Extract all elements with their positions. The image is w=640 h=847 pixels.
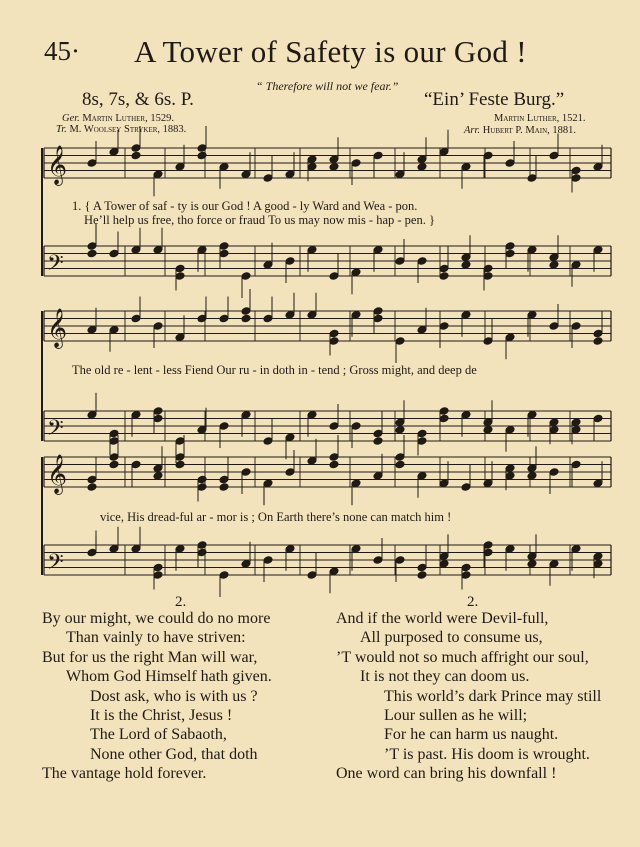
verse-left: [42, 609, 272, 784]
lyrics-line-1: 1. { A Tower of saf - ty is our God ! A good - ly Ward and Wea - pon.: [72, 199, 418, 213]
verse-line: By our might, we could do no more: [42, 610, 271, 627]
translator-credit-english: Tr. M. Woolsey Stryker, 1883.: [56, 124, 187, 135]
note-head: [197, 151, 207, 160]
verse-line: None other God, that doth: [90, 745, 258, 763]
verse-line: It is not they can doom us.: [360, 668, 530, 686]
clef-icon: 𝄢: [47, 416, 64, 446]
note-head: [395, 460, 405, 469]
note-head: [439, 272, 449, 281]
clef-icon: 𝄞: [47, 308, 68, 348]
lyrics-line-3: The old re - lent - less Fiend Our ru - in doth in - tend ; Gross might, and deep de: [72, 363, 477, 377]
note-head: [153, 471, 163, 480]
note-head: [417, 162, 427, 171]
tune-name: “Ein’ Feste Burg.”: [424, 89, 565, 110]
epigraph: “ Therefore will not we fear.”: [256, 79, 399, 93]
note-head: [373, 437, 383, 446]
verse-line: It is the Christ, Jesus !: [90, 707, 233, 725]
note-head: [87, 483, 97, 492]
arranger-credit: Arr. Hubert P. Main, 1881.: [464, 125, 576, 136]
hymn-title: A Tower of Safety is our God !: [134, 34, 527, 69]
verse-right: [336, 609, 601, 784]
clef-icon: 𝄞: [47, 145, 68, 185]
clef-icon: 𝄢: [47, 251, 64, 281]
note-head: [417, 571, 427, 580]
note-head: [109, 460, 119, 469]
note-head: [461, 260, 471, 269]
note-head: [329, 460, 339, 469]
note-head: [241, 314, 251, 323]
verse-number-left: 2.: [175, 594, 187, 610]
note-head: [329, 162, 339, 171]
verse-line: The vantage hold forever.: [42, 765, 207, 783]
meter-label: 8s, 7s, & 6s. P.: [82, 89, 194, 110]
verse-line: All purposed to consume us,: [360, 629, 543, 647]
note-head: [395, 425, 405, 434]
verse-line: The Lord of Sabaoth,: [90, 726, 227, 744]
verse-line: But for us the right Man will war,: [42, 648, 258, 666]
verse-line: One word can bring his downfall !: [336, 765, 557, 783]
verse-line: This world’s dark Prince may still: [384, 687, 602, 705]
clef-icon: 𝄢: [47, 550, 64, 580]
note-head: [87, 249, 97, 258]
verse-number-right: 2.: [467, 594, 479, 610]
lyrics-line-2: He’ll help us free, tho force or fraud To us may now mis - hap - pen. }: [84, 213, 435, 227]
verse-line: ’T is past. His doom is wrought.: [384, 745, 590, 763]
note-head: [439, 559, 449, 568]
note-head: [483, 425, 493, 434]
translator-credit-german: Ger. Martin Luther, 1529.: [62, 113, 174, 124]
note-head: [527, 471, 537, 480]
verse-line: Whom God Himself hath given.: [66, 668, 272, 686]
note-head: [527, 559, 537, 568]
note-head: [131, 151, 141, 160]
verse-line: Lour sullen as he will;: [384, 707, 528, 725]
verse-line: ’T would not so much affright our soul,: [336, 648, 589, 666]
verse-line: For he can harm us naught.: [384, 726, 559, 744]
clef-icon: 𝄞: [47, 454, 68, 494]
verse-line: Than vainly to have striven:: [66, 629, 246, 647]
composer-credit: Martin Luther, 1521.: [494, 113, 586, 124]
note-head: [593, 337, 603, 346]
lyrics-line-4: vice, His dread-ful ar - mor is ; On Earth there’s none can match him !: [100, 510, 452, 524]
hymn-number: 45·: [44, 36, 80, 66]
note-head: [549, 260, 559, 269]
verse-line: Dost ask, who is with us ?: [90, 687, 258, 705]
note-head: [219, 483, 229, 492]
verse-line: And if the world were Devil-full,: [336, 610, 549, 627]
